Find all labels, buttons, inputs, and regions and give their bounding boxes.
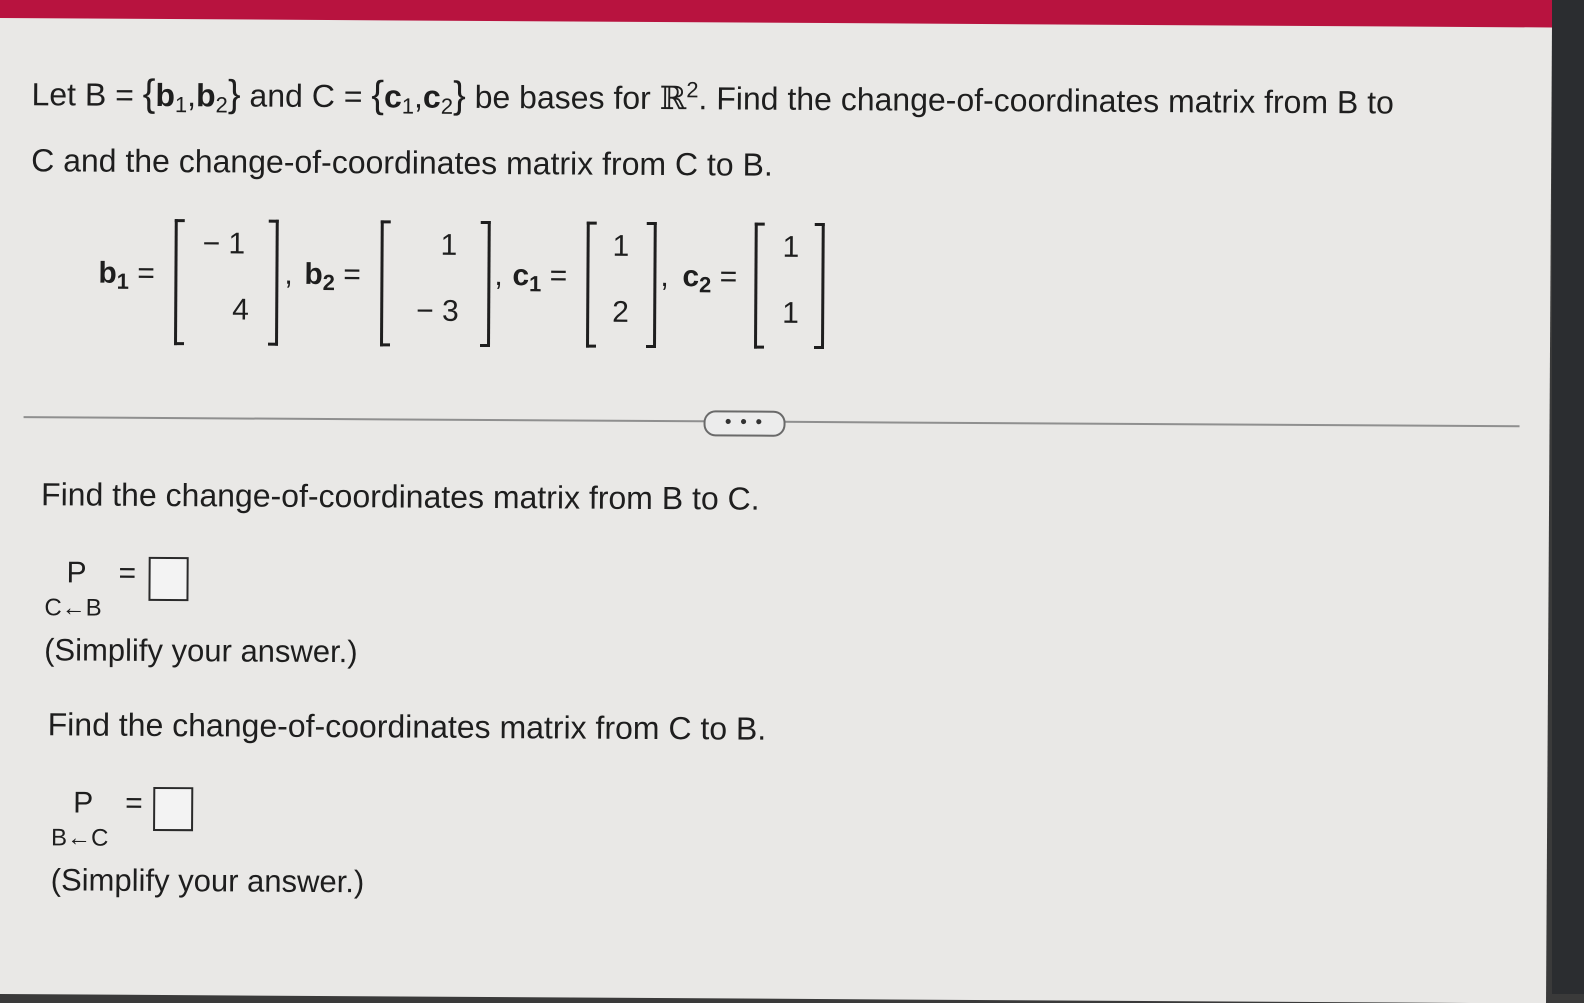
separator: , <box>284 257 293 291</box>
question-text <box>31 58 1512 197</box>
part1-prompt: Find the change-of-coordinates matrix from B to C. <box>40 476 760 517</box>
matrix-entry: 2 <box>612 295 630 329</box>
matrix-entry: 1 <box>782 230 800 264</box>
right-bracket <box>268 220 279 346</box>
answer-input-p-c-from-b[interactable] <box>148 557 188 601</box>
expand-more-button[interactable]: • • • <box>703 410 785 437</box>
window-edge <box>1552 0 1584 994</box>
part2-hint: (Simplify your answer.) <box>50 862 365 900</box>
part2-prompt: Find the change-of-coordinates matrix from C to B. <box>47 706 767 747</box>
question-panel: Let $B = \{b_1,b_2\}$ and $C = \{c_1,c_2\}$ be bases for ℝ$^2$. Find the change-of-coordinates matrix from B to C and the change-of-coordinates matrix from C to B. $b_1$ = − 1 4 , $b_2$ = 1 − 3 , $c_1$ = 1 2 , $c_2$ = 1 1 • • • Find the change-of-coordinates matrix from B to C. P = C←B (Simplify your answer.) Find the change-of-coordinates matrix from C to B. P = B←C (Simplify your answer.) <box>0 18 1552 1003</box>
real-numbers-symbol: ℝ <box>659 79 687 118</box>
question-line-2: C and the change-of-coordinates matrix from C to B. <box>31 142 773 183</box>
right-bracket <box>480 221 491 347</box>
matrix-entry: 1 <box>612 229 630 263</box>
question-line-1: Let $B = \{b_1,b_2\}$ and $C = \{c_1,c_2\}$ be bases for ℝ$^2$. Find the change-of-coordinates matrix from B to <box>31 72 1394 121</box>
matrix-entry: 1 <box>782 296 799 330</box>
right-bracket <box>814 223 825 349</box>
part1-hint: (Simplify your answer.) <box>44 632 358 670</box>
left-bracket <box>174 219 185 345</box>
matrix-entry: 4 <box>232 293 250 327</box>
right-bracket <box>646 222 657 348</box>
separator: , <box>494 259 503 293</box>
matrix-entry: 1 <box>440 228 458 262</box>
vector-definitions: $b_1$ = − 1 4 , $b_2$ = 1 − 3 , $c_1$ = 1 2 , $c_2$ = 1 1 <box>98 219 99 349</box>
left-bracket <box>380 220 391 346</box>
matrix-entry: − 1 <box>202 227 246 261</box>
separator: , <box>660 260 669 294</box>
left-bracket <box>754 223 765 349</box>
answer-input-p-b-from-c[interactable] <box>153 787 193 831</box>
matrix-entry: − 3 <box>416 294 459 328</box>
left-bracket <box>586 222 597 348</box>
